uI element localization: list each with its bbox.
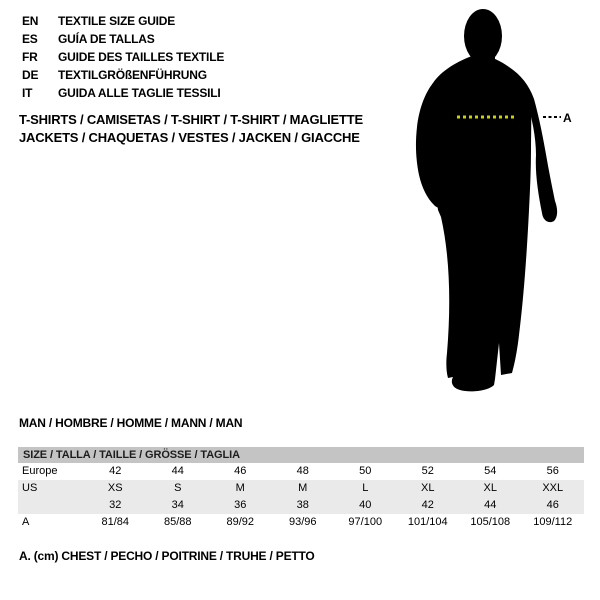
table-cell: 97/100: [348, 516, 383, 528]
language-code: FR: [22, 50, 38, 64]
language-row: [22, 30, 224, 48]
table-cell: 32: [109, 499, 122, 511]
language-row: [22, 48, 224, 66]
category-lines: [19, 111, 363, 147]
table-cell: 89/92: [226, 516, 255, 528]
table-cell: 42: [421, 499, 434, 511]
table-cell: 42: [109, 465, 122, 477]
language-label: GUIDE DES TAILLES TEXTILE: [58, 50, 225, 64]
table-cell: 40: [359, 499, 372, 511]
table-cell: M: [235, 482, 245, 494]
table-cell: 34: [171, 499, 184, 511]
table-cell: XS: [107, 482, 123, 494]
table-cell: 85/88: [163, 516, 192, 528]
language-label: GUIDA ALLE TAGLIE TESSILI: [58, 86, 221, 100]
section-title-man: MAN / HOMBRE / HOMME / MANN / MAN: [19, 416, 243, 430]
table-cell: 81/84: [101, 516, 130, 528]
table-cell: 44: [171, 465, 184, 477]
table-cell: XXL: [542, 482, 564, 494]
table-cell: 46: [546, 499, 559, 511]
table-row-label: US: [22, 482, 38, 494]
table-cell: 52: [421, 465, 434, 477]
table-row-label: [18, 497, 84, 514]
measure-label-a: A: [563, 111, 572, 125]
table-cell: 44: [484, 499, 497, 511]
language-label: TEXTILE SIZE GUIDE: [58, 14, 176, 28]
language-list: [22, 12, 224, 102]
table-row-label: Europe: [22, 465, 58, 477]
language-code: EN: [22, 14, 39, 28]
size-table-body: [18, 463, 584, 531]
language-code: IT: [22, 86, 33, 100]
language-row: [22, 66, 224, 84]
language-label: GUÍA DE TALLAS: [58, 32, 155, 46]
language-label: TEXTILGRÖßENFÜHRUNG: [58, 68, 207, 82]
size-table: [18, 447, 584, 531]
table-row: [18, 463, 584, 480]
table-cell: 54: [484, 465, 497, 477]
language-code: ES: [22, 32, 38, 46]
table-row: [18, 497, 584, 514]
table-cell: M: [298, 482, 308, 494]
man-silhouette: [416, 9, 557, 391]
language-row: [22, 84, 224, 102]
table-row: [18, 514, 584, 531]
table-cell: 109/112: [533, 516, 573, 528]
table-cell: L: [362, 482, 369, 494]
language-row: [22, 12, 224, 30]
table-cell: 38: [296, 499, 309, 511]
table-cell: XL: [483, 482, 497, 494]
table-cell: 36: [234, 499, 247, 511]
table-cell: 48: [296, 465, 309, 477]
table-cell: 46: [234, 465, 247, 477]
table-cell: 56: [546, 465, 559, 477]
category-line-tshirts: T-SHIRTS / CAMISETAS / T-SHIRT / T-SHIRT / MAGLIETTE: [19, 112, 363, 127]
table-cell: S: [174, 482, 182, 494]
table-cell: 50: [359, 465, 372, 477]
table-cell: 105/108: [470, 516, 511, 528]
table-cell: XL: [421, 482, 435, 494]
language-code: DE: [22, 68, 39, 82]
man-silhouette-figure: [405, 5, 575, 395]
category-line-jackets: JACKETS / CHAQUETAS / VESTES / JACKEN / GIACCHE: [19, 130, 360, 145]
table-cell: 93/96: [288, 516, 317, 528]
table-cell: 101/104: [407, 516, 448, 528]
measurement-footnote: A. (cm) CHEST / PECHO / POITRINE / TRUHE / PETTO: [19, 549, 315, 563]
table-row-label: A: [22, 516, 30, 528]
size-table-header: SIZE / TALLA / TAILLE / GRÖSSE / TAGLIA: [18, 447, 584, 463]
table-row: [18, 480, 584, 497]
